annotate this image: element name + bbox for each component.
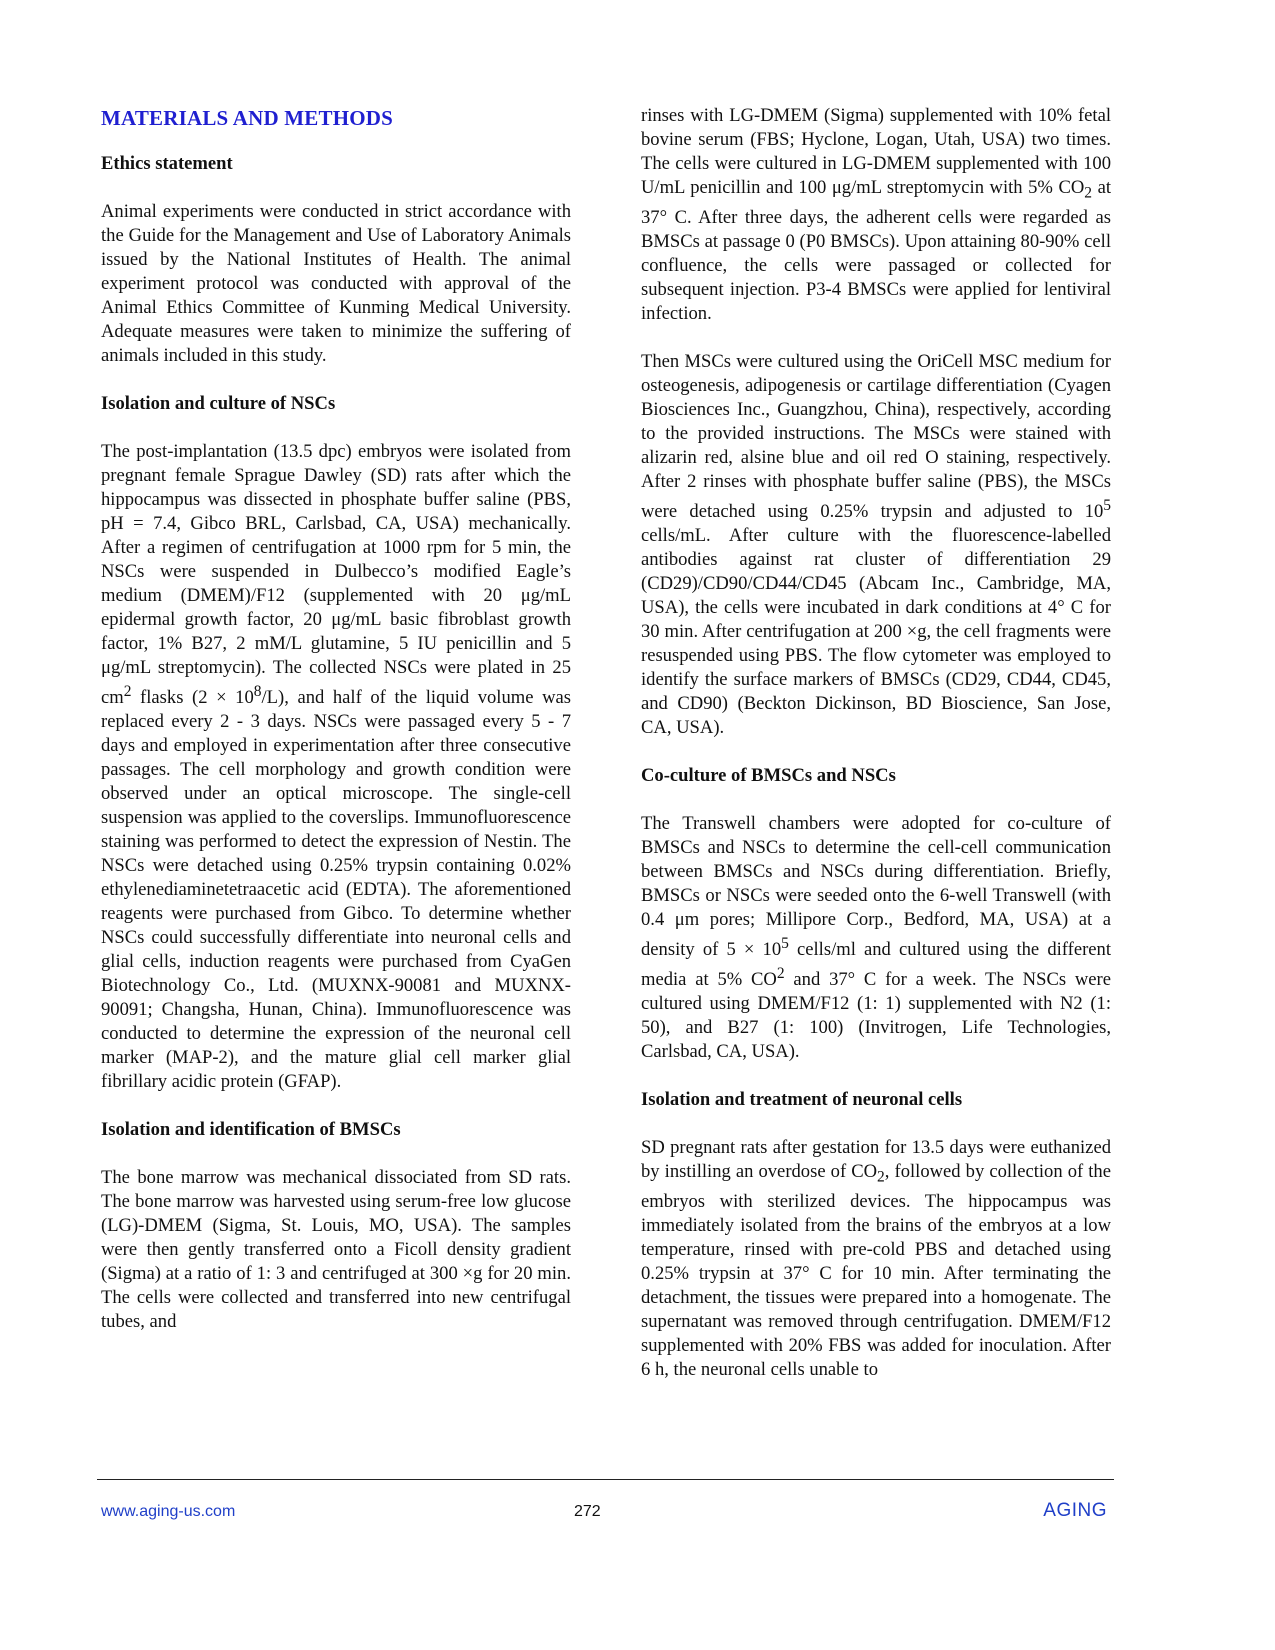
nsc-text-2: flasks (2 × 10 [131, 687, 254, 709]
bmsc-cont-text-2: at 37° C. After three days, the adherent cells were regarded as BMSCs at passage 0 (P0 BMSCs). Upon attaining 80-90% cell confluence, the cells were passaged or collected for subsequent injection. P3-4 BMSCs were applied for lentiviral infection. [641, 177, 1111, 324]
nsc-text-3: /L), and half of the liquid volume was replaced every 2 - 3 days. NSCs were passaged every 5 - 7 days and employed in experimentation after three consecutive passages. The cell morphology and growth condition were observed under an optical microscope. The single-cell suspension was applied to the coverslips. Immunofluorescence staining was performed to detect the expression of Nestin. The NSCs were detached using 0.25% trypsin containing 0.02% ethylenediaminetetraacetic acid (EDTA). The aforementioned reagents were purchased from Gibco. To determine whether NSCs could successfully differentiate into neuronal cells and glial cells, induction reagents were purchased from CyaGen Biotechnology Co., Ltd. (MUXNX-90081 and MUXNX-90091; Changsha, Hunan, China). Immunofluorescence was conducted to determine the expression of the neuronal cell marker (MAP-2), and the mature glial cell marker glial fibrillary acidic protein (GFAP). [101, 687, 571, 1093]
journal-url-link[interactable]: www.aging-us.com [101, 1503, 236, 1520]
neuronal-sub-1: 2 [877, 1169, 885, 1186]
coculture-sup-1: 5 [781, 934, 789, 952]
msc-text-1: Then MSCs were cultured using the OriCell MSC medium for osteogenesis, adipogenesis or cartilage differentiation (Cyagen Biosciences Inc., Guangzhou, China), respectively, according to the provided instructions. The MSCs were stained with alizarin red, alsine blue and oil red O staining, respectively. After 2 rinses with phosphate buffer saline (PBS), the MSCs were detached using 0.25% trypsin and adjusted to 10 [641, 350, 1111, 522]
neuronal-paragraph [641, 1136, 1111, 1382]
coculture-heading: Co-culture of BMSCs and NSCs [641, 764, 896, 786]
msc-sup-1: 5 [1103, 496, 1111, 514]
nsc-paragraph [101, 440, 571, 1094]
bmsc-continued-paragraph [641, 104, 1111, 326]
coculture-text-3: and 37° C for a week. The NSCs were cultured using DMEM/F12 (1: 1) supplemented with N2 (1: 50), and B27 (1: 100) (Invitrogen, Life Technologies, Carlsbad, CA, USA). [641, 969, 1112, 1063]
coculture-paragraph [641, 812, 1111, 1064]
bmsc-paragraph: The bone marrow was mechanical dissociated from SD rats. The bone marrow was harvested using serum-free low glucose (LG)-DMEM (Sigma, St. Louis, MO, USA). The samples were then gently transferred onto a Ficoll density gradient (Sigma) at a ratio of 1: 3 and centrifuged at 300 ×g for 20 min. The cells were collected and transferred into new centrifugal tubes, and [101, 1167, 571, 1333]
ethics-paragraph: Animal experiments were conducted in strict accordance with the Guide for the Management and Use of Laboratory Animals issued by the National Institutes of Health. The animal experiment protocol was conducted with approval of the Animal Ethics Committee of Kunming Medical University. Adequate measures were taken to minimize the suffering of animals included in this study. [101, 201, 571, 366]
neuronal-text-1: SD pregnant rats after gestation for 13.5 days were euthanized by instilling an overdose of CO [641, 1137, 1111, 1183]
coculture-sup-2: 2 [776, 965, 785, 983]
ethics-heading: Ethics statement [101, 153, 233, 174]
nsc-heading: Isolation and culture of NSCs [101, 393, 336, 414]
page-number: 272 [574, 1503, 601, 1520]
nsc-text-1: The post-implantation (13.5 dpc) embryos were isolated from pregnant female Sprague Dawley (SD) rats after which the hippocampus was dissected in phosphate buffer saline (PBS, pH = 7.4, Gibco BRL, Carlsbad, CA, USA) mechanically. After a regimen of centrifugation at 1000 rpm for 5 min, the NSCs were suspended in Dulbecco’s modified Eagle’s medium (DMEM)/F12 (supplemented with 20 μg/mL epidermal growth factor, 20 μg/mL basic fibroblast growth factor, 1% B27, 2 mM/L glutamine, 5 IU penicillin and 5 μg/mL streptomycin). The collected NSCs were plated in 25 cm [101, 441, 571, 709]
bmsc-heading: Isolation and identification of BMSCs [101, 1119, 401, 1141]
bmsc-cont-text-1: rinses with LG-DMEM (Sigma) supplemented with 10% fetal bovine serum (FBS; Hyclone, Logan, Utah, USA) two times. The cells were cultured in LG-DMEM supplemented with 100 U/mL penicillin and 100 μg/mL streptomycin with 5% CO [641, 105, 1111, 198]
neuronal-heading: Isolation and treatment of neuronal cells [641, 1089, 963, 1111]
journal-name: AGING [1043, 1500, 1107, 1521]
left-column [101, 104, 571, 1358]
neuronal-text-2: , followed by collection of the embryos with sterilized devices. The hippocampus was immediately isolated from the brains of the embryos at a low temperature, rinsed with pre-cold PBS and detached using 0.25% trypsin at 37° C for 10 min. After terminating the detachment, the tissues were prepared into a homogenate. The supernatant was removed through centrifugation. DMEM/F12 supplemented with 20% FBS was added for inoculation. After 6 h, the neuronal cells unable to [641, 1161, 1111, 1380]
right-column [641, 104, 1111, 1406]
nsc-sup-2: 8 [253, 683, 262, 700]
msc-text-2: cells/mL. After culture with the fluorescence-labelled antibodies against rat cluster of differentiation 29 (CD29)/CD90/CD44/CD45 (Abcam Inc., Cambridge, MA, USA), the cells were incubated in dark conditions at 4° C for 30 min. After centrifugation at 200 ×g, the cell fragments were resuspended using PBS. The flow cytometer was employed to identify the surface markers of BMSCs (CD29, CD44, CD45, and CD90) (Beckton Dickinson, BD Bioscience, San Jose, CA, USA). [641, 524, 1111, 738]
footer-divider [97, 1479, 1114, 1480]
section-title: MATERIALS AND METHODS [101, 106, 394, 130]
coculture-text-2: cells/ml and cultured using the different media at 5% CO [641, 939, 1111, 991]
bmsc-cont-sub-1: 2 [1084, 184, 1093, 202]
nsc-sup-1: 2 [123, 683, 132, 700]
msc-paragraph [641, 350, 1111, 740]
coculture-text-1: The Transwell chambers were adopted for co-culture of BMSCs and NSCs to determine the cell-cell communication between BMSCs and NSCs during differentiation. Briefly, BMSCs or NSCs were seeded onto the 6-well Transwell (with 0.4 μm pores; Millipore Corp., Bedford, MA, USA) at a density of 5 × 10 [641, 812, 1111, 961]
